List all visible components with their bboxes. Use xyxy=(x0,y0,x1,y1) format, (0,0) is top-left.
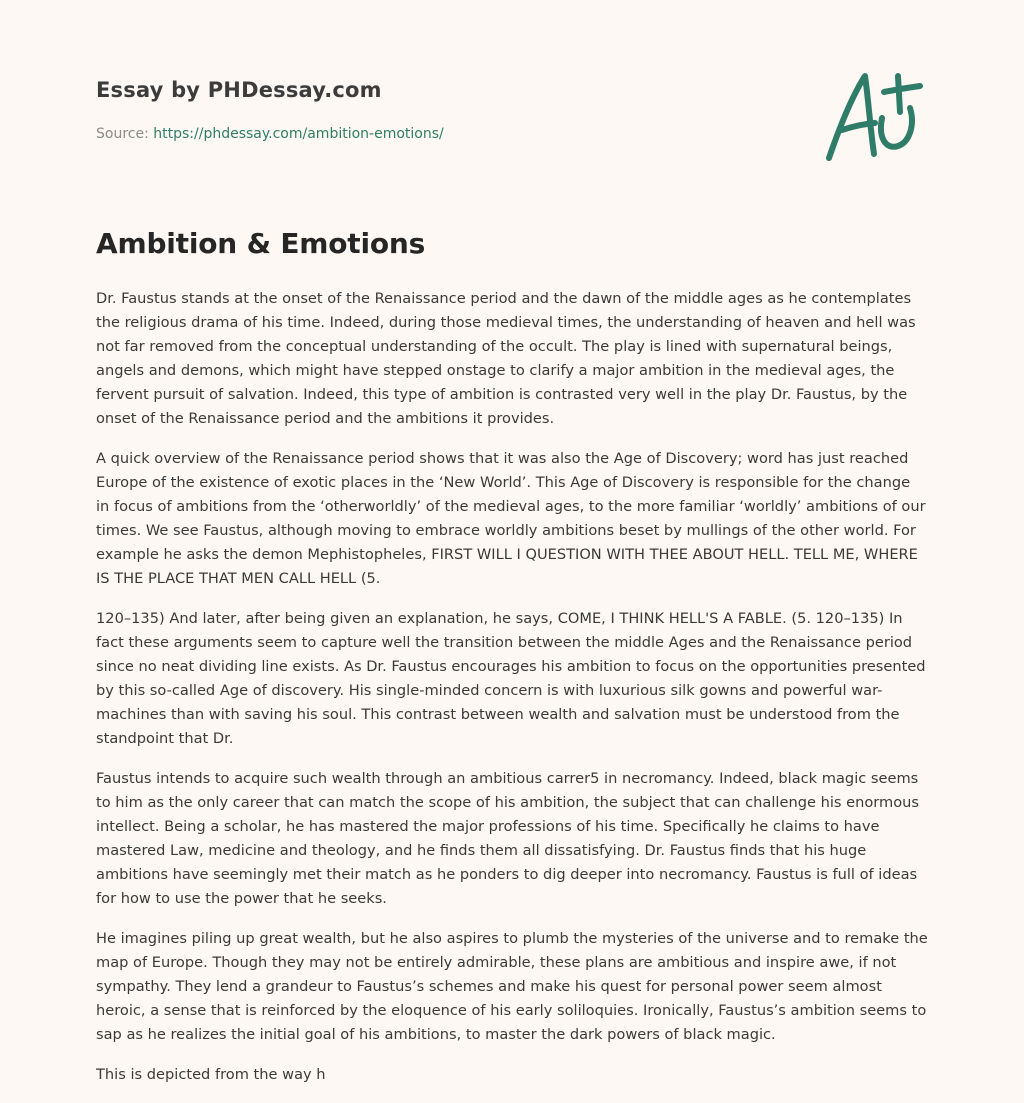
essay-paragraph: Faustus intends to acquire such wealth through an ambitious carrer5 in necromancy. Indeed, black magic seems to him as the only career that can match the scope of his ambition, the subject that can challenge his enormous intellect. Being a scholar, he has mastered the major professions of his time. Specifically he claims to have mastered Law, medicine and theology, and he finds them all dissatisfying. Dr. Faustus finds that his huge ambitions have seemingly met their match as he ponders to dig deeper into necromancy. Faustus is full of ideas for how to use the power that he seeks. xyxy=(96,770,920,907)
essay-paragraph: Dr. Faustus stands at the onset of the Renaissance period and the dawn of the middle ages as he contemplates the religious drama of his time. Indeed, during those medieval times, the understanding of heaven and hell was not far removed from the conceptual understanding of the occult. The play is lined with supernatural beings, angels and demons, which might have stepped onstage to clarify a major ambition in the medieval ages, the fervent pursuit of salvation. Indeed, this type of ambition is contrasted very well in the play Dr. Faustus, by the onset of the Renaissance period and the ambitions it provides. xyxy=(96,290,916,427)
source-link[interactable]: https://phdessay.com/ambition-emotions/ xyxy=(153,126,444,142)
essay-title: Ambition & Emotions xyxy=(96,227,426,260)
a-plus-grade-icon xyxy=(820,66,930,166)
essay-paragraph: 120–135) And later, after being given an explanation, he says, COME, I THINK HELL'S A FABLE. (5. 120–135) In fact these arguments seem to capture well the transition between the middle Ages and the Renaissance period since no neat dividing line exists. As Dr. Faustus encourages his ambition to focus on the opportunities presented by this so-called Age of discovery. His single-minded concern is with luxurious silk gowns and powerful war-machines than with saving his soul. This contrast between wealth and salvation must be understood from the standpoint that Dr. xyxy=(96,610,926,747)
essay-body xyxy=(96,287,928,1103)
site-title: Essay by PHDessay.com xyxy=(96,78,382,102)
source-line xyxy=(96,125,696,143)
essay-paragraph: This is depicted from the way h xyxy=(96,1066,326,1083)
essay-header xyxy=(96,76,696,143)
essay-paragraph: He imagines piling up great wealth, but he also aspires to plumb the mysteries of the universe and to remake the map of Europe. Though they may not be entirely admirable, these plans are ambitious and inspire awe, if not sympathy. They lend a grandeur to Faustus’s schemes and make his quest for personal power seem almost heroic, a sense that is reinforced by the eloquence of his early soliloquies. Ironically, Faustus’s ambition seems to sap as he realizes the initial goal of his ambitions, to master the dark powers of black magic. xyxy=(96,930,928,1043)
essay-paragraph: A quick overview of the Renaissance period shows that it was also the Age of Discovery; word has just reached Europe of the existence of exotic places in the ‘New World’. This Age of Discovery is responsible for the change in focus of ambitions from the ‘otherworldly’ of the medieval ages, to the more familiar ‘worldly’ ambitions of our times. We see Faustus, although moving to embrace worldly ambitions beset by mullings of the other world. For example he asks the demon Mephistopheles, FIRST WILL I QUESTION WITH THEE ABOUT HELL. TELL ME, WHERE IS THE PLACE THAT MEN CALL HELL (5. xyxy=(96,450,926,587)
source-label: Source: xyxy=(96,126,154,142)
